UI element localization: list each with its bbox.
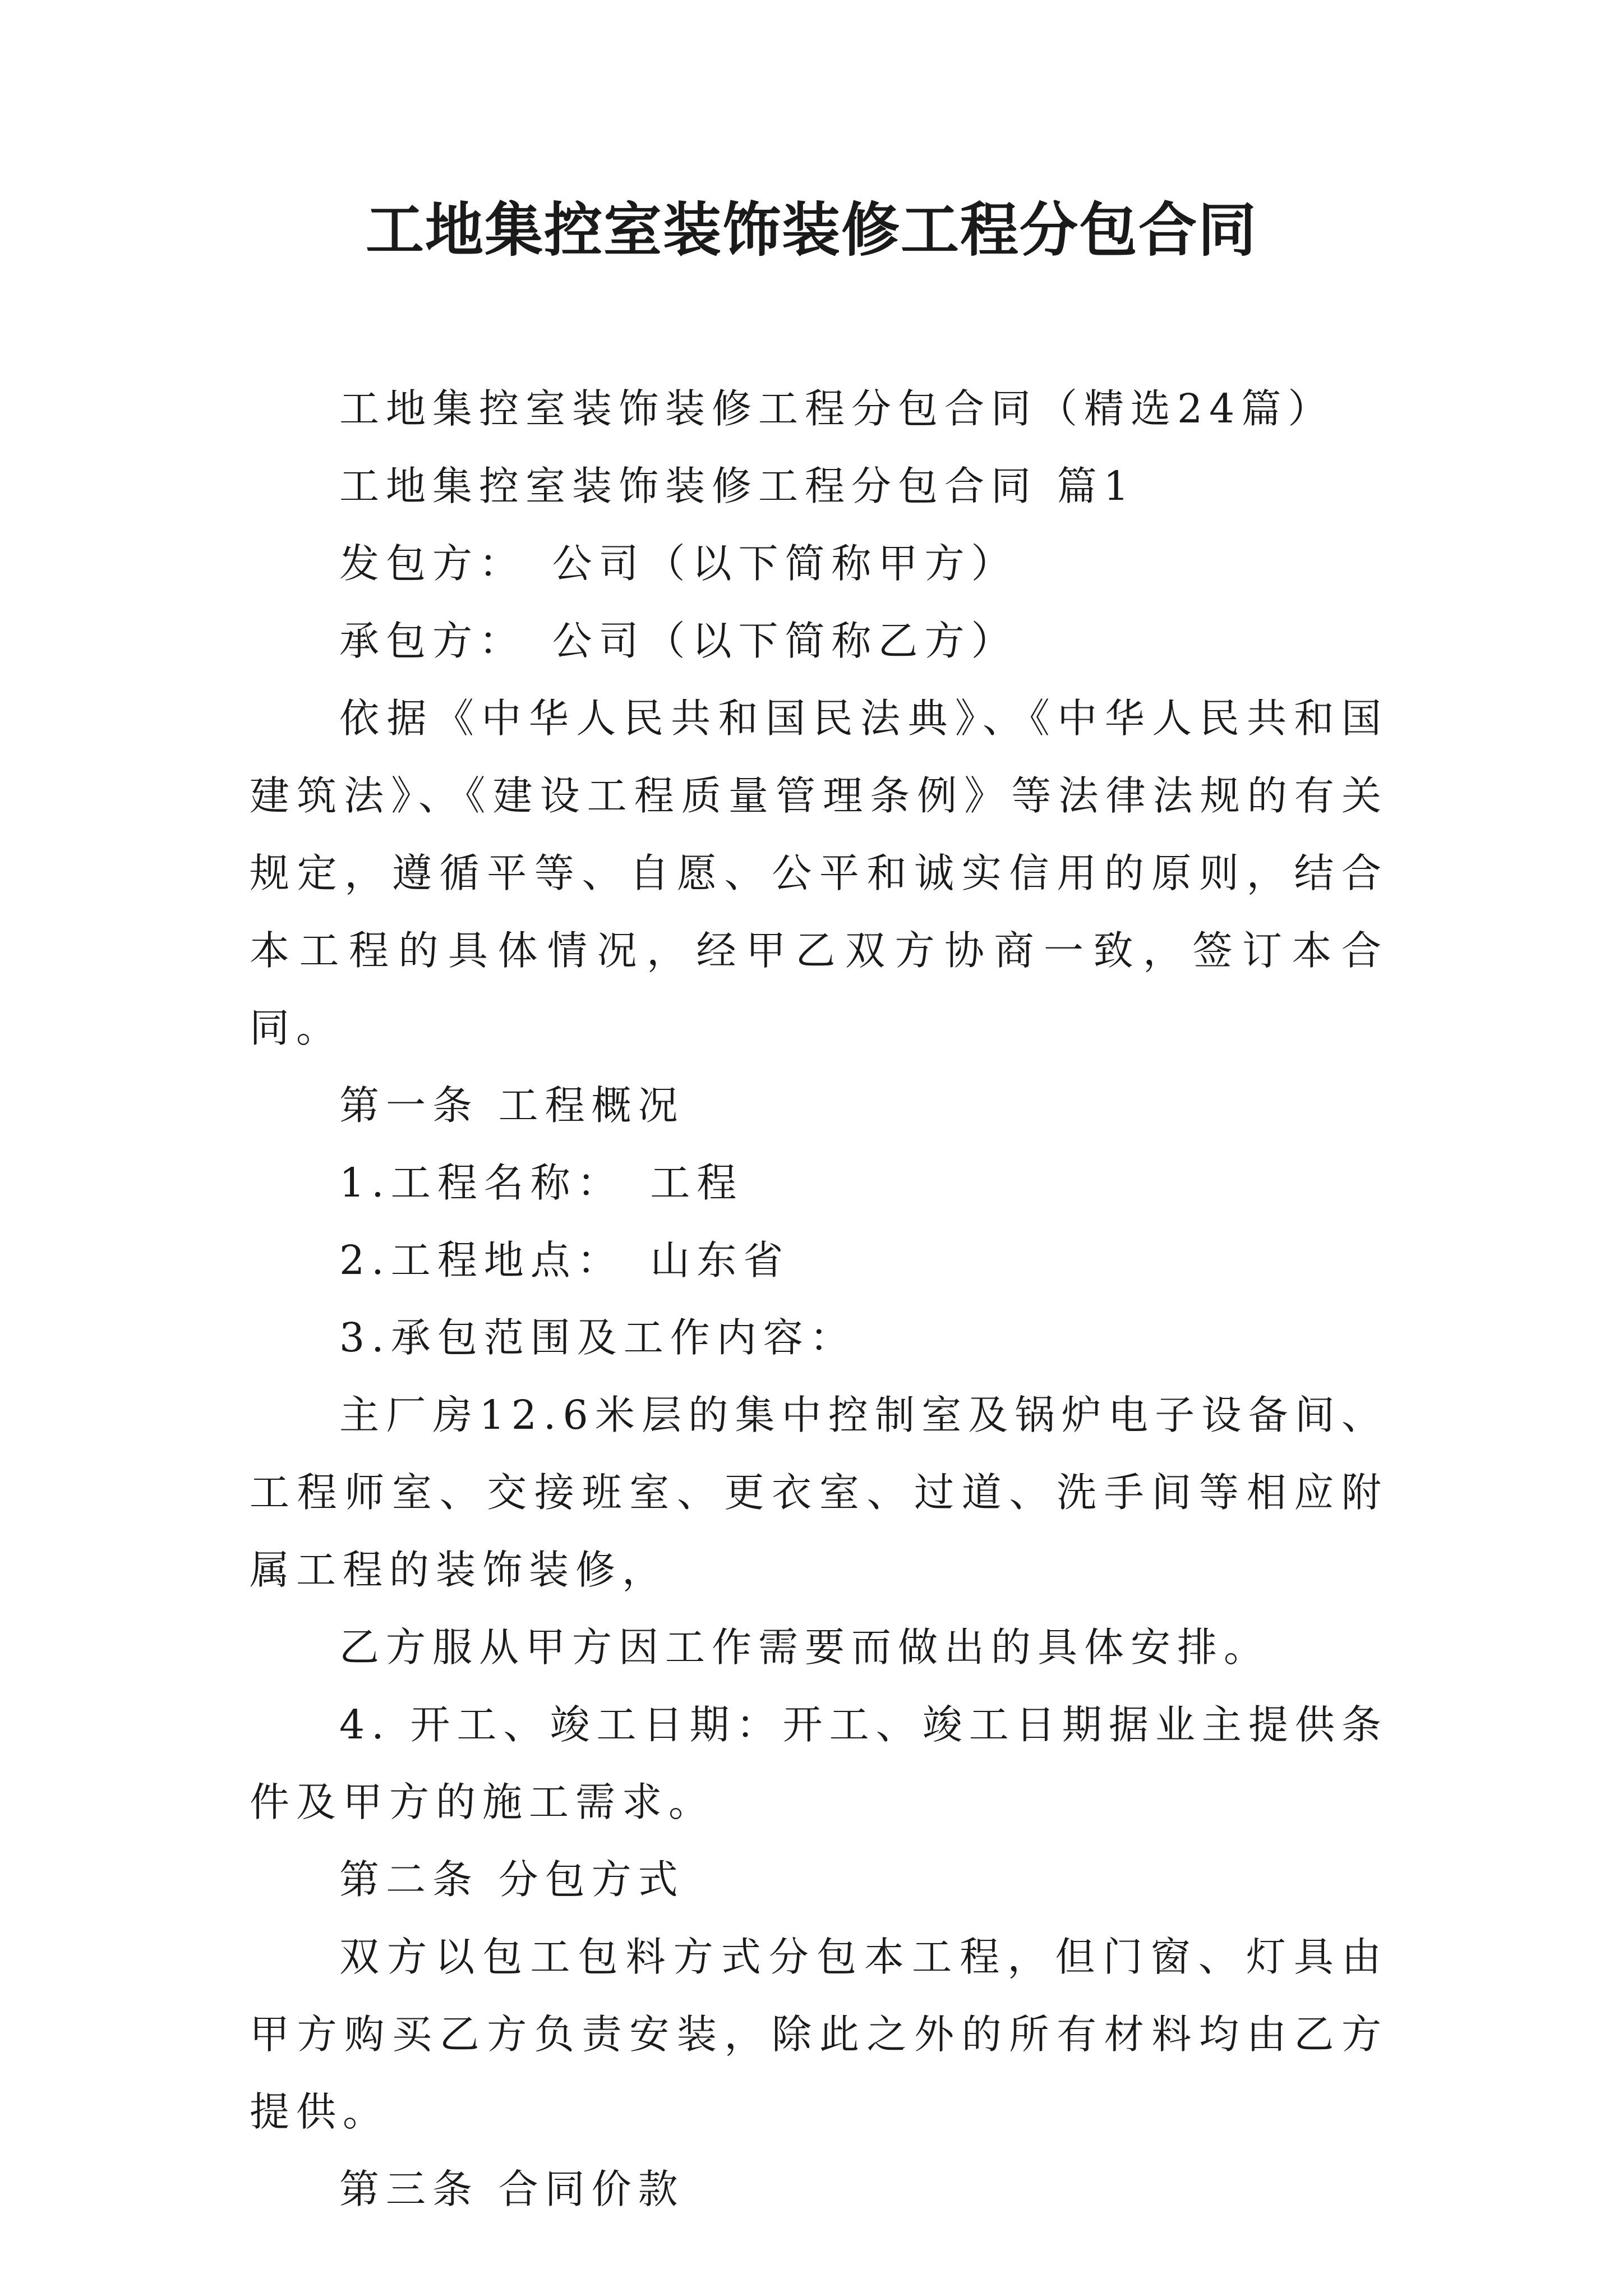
paragraph-party-a: 发包方： 公司（以下简称甲方）	[339, 540, 1018, 587]
paragraph-scope-detail: 主厂房12.6米层的集中控制室及锅炉电子设备间、工程师室、交接班室、更衣室、过道、洗手间等相应附属工程的装饰装修，	[250, 1392, 1388, 1593]
paragraph-article-1-heading: 第一条 工程概况	[339, 1082, 685, 1129]
paragraph-subtitle: 工地集控室装饰装修工程分包合同（精选24篇）	[339, 385, 1335, 432]
document-body	[250, 370, 1388, 2228]
paragraph-project-location: 2.工程地点： 山东省	[339, 1237, 790, 1283]
paragraph-legal-basis: 依据《中华人民共和国民法典》、《中华人民共和国建筑法》、《建设工程质量管理条例》等法律法规的有关规定，遵循平等、自愿、公平和诚实信用的原则，结合本工程的具体情况，经甲乙双方协商一致，签订本合同。	[250, 695, 1388, 1051]
paragraph-scope-heading: 3.承包范围及工作内容：	[339, 1314, 856, 1361]
paragraph-article-2-heading: 第二条 分包方式	[339, 1856, 685, 1903]
paragraph-subcontract-method: 双方以包工包料方式分包本工程，但门窗、灯具由甲方购买乙方负责安装，除此之外的所有材料均由乙方提供。	[250, 1934, 1388, 2135]
paragraph-party-b: 承包方： 公司（以下简称乙方）	[339, 618, 1018, 664]
paragraph-schedule: 4. 开工、竣工日期：开工、竣工日期据业主提供条件及甲方的施工需求。	[250, 1701, 1388, 1825]
paragraph-section-heading: 工地集控室装饰装修工程分包合同 篇1	[339, 463, 1136, 509]
document-title: 工地集控室装饰装修工程分包合同	[365, 196, 1257, 264]
paragraph-article-3-heading: 第三条 合同价款	[339, 2166, 685, 2212]
paragraph-project-name: 1.工程名称： 工程	[339, 1159, 744, 1206]
paragraph-scope-arrangement: 乙方服从甲方因工作需要而做出的具体安排。	[339, 1624, 1271, 1671]
